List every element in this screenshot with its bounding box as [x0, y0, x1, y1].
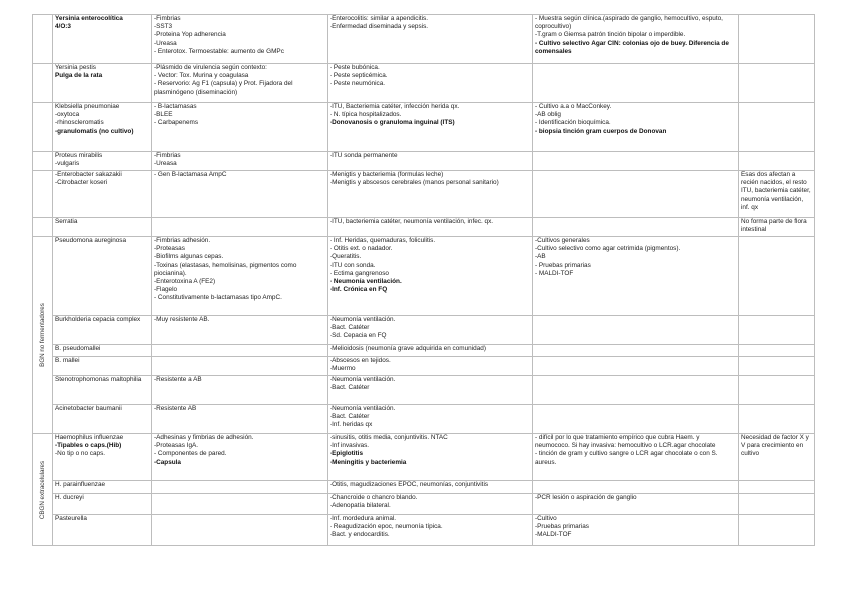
cell-line: Serratia: [55, 218, 78, 225]
virulence-cell: [152, 171, 328, 218]
cell-line: -Inf. mordedura animal.: [330, 515, 397, 522]
cell-line: -Muy resistente AB.: [154, 316, 210, 323]
cell-line: -Bact. Catéter: [330, 413, 370, 421]
cell-line: -Sd. Cepacia en FQ: [330, 332, 387, 340]
cell-line: - Reservorio: Ag F1 (capsula) y Prot. Fijadora del plasminógeno (diseminación): [154, 80, 293, 96]
cell-line: - B-lactamasas: [154, 103, 197, 110]
diagnosis-cell: [533, 103, 739, 152]
virulence-cell: [152, 357, 328, 376]
diagnosis-cell: [533, 152, 739, 171]
diagnosis-cell: [533, 345, 739, 357]
cell-line: -Meningitis y bacteriemia: [330, 458, 407, 466]
cell-line: -ITU, bacteriemia catéter, neumonía ventilación, infec. qx.: [330, 218, 494, 225]
group-cell-empty: [33, 171, 53, 218]
cell-line: -Capsula: [154, 458, 181, 466]
organism-cell: [53, 515, 152, 546]
clinical-cell: [328, 152, 533, 171]
table-row: [33, 515, 815, 546]
virulence-cell: [152, 15, 328, 64]
cell-line: -ITU sonda permanente: [330, 152, 398, 159]
cell-line: Haemophilus influenzae: [55, 434, 124, 441]
table-row: [33, 434, 815, 481]
organism-cell: [53, 64, 152, 103]
virulence-cell: [152, 316, 328, 345]
cell-line: -Cultivo selectivo como agar cetrimida (pigmentos).: [535, 245, 681, 253]
cell-line: -Citrobacter koseri: [55, 179, 108, 187]
diagnosis-cell: [533, 515, 739, 546]
virulence-cell: [152, 64, 328, 103]
virulence-cell: [152, 376, 328, 405]
diagnosis-cell: [533, 316, 739, 345]
cell-line: Esas dos afectan a recién nacidos, el resto ITU, bacteriemia catéter, neumonía ventilación, inf. qx: [741, 171, 811, 211]
notes-cell: [739, 152, 815, 171]
cell-line: -Fimbrias adhesión.: [154, 237, 211, 244]
cell-line: -Adhesinas y fimbrias de adhesión.: [154, 434, 254, 441]
cell-line: -Menigtis y abscesos cerebrales (manos personal sanitario): [330, 179, 499, 187]
cell-line: - difícil por lo que tratamiento empírico que cubra Haem. y neumococo. Si hay invasiva: hemocultivo o LCR.agar chocolate: [535, 434, 716, 450]
cell-line: -Abscesos en tejidos.: [330, 357, 391, 364]
table-row: [33, 345, 815, 357]
cell-line: - Cultivo selectivo Agar CIN: colonias ojo de buey. Diferencia de comensales: [535, 39, 729, 55]
notes-cell: [739, 64, 815, 103]
virulence-cell: [152, 218, 328, 237]
group-cell-empty: [33, 152, 53, 171]
cell-line: - Neumonía ventilación.: [330, 278, 402, 286]
cell-line: - MALDI-TOF: [535, 269, 574, 277]
cell-line: Acinetobacter baumanii: [55, 405, 122, 412]
organism-cell: [53, 434, 152, 481]
notes-cell: [739, 515, 815, 546]
cell-line: - Componentes de pared.: [154, 450, 227, 458]
clinical-cell: [328, 434, 533, 481]
clinical-cell: [328, 357, 533, 376]
cell-line: -Proteasas: [154, 245, 185, 253]
virulence-cell: [152, 345, 328, 357]
cell-line: -Neumonía ventilación.: [330, 405, 396, 412]
table-row: [33, 481, 815, 494]
cell-line: Proteus mirabilis: [55, 152, 103, 159]
cell-line: -Fimbrias: [154, 15, 181, 22]
cell-line: - Otitis ext. o nadador.: [330, 245, 393, 253]
cell-line: -Epiglotitis: [330, 450, 364, 458]
notes-cell: [739, 434, 815, 481]
notes-cell: [739, 357, 815, 376]
cell-line: -sinusitis, otitis media, conjuntivitis. NTAC: [330, 434, 448, 441]
clinical-cell: [328, 237, 533, 316]
cell-line: -Tipables o caps.(Hib): [55, 442, 122, 450]
clinical-cell: [328, 218, 533, 237]
cell-line: - tinción de gram y cultivo sangre o LCR agar chocolate o con S. aureus.: [535, 450, 718, 466]
clinical-cell: [328, 15, 533, 64]
table-row: [33, 103, 815, 152]
cell-line: - Peste neumónica.: [330, 80, 386, 88]
cell-line: - Constitutivamente b-lactamasas tipo AmpC.: [154, 294, 282, 302]
cell-line: - Pruebas primarias: [535, 261, 591, 269]
diagnosis-cell: [533, 481, 739, 494]
organism-cell: [53, 237, 152, 316]
cell-line: -ITU con sonda.: [330, 261, 376, 269]
notes-cell: [739, 345, 815, 357]
cell-line: Stenotrophomonas maltophilia: [55, 376, 142, 383]
cell-line: -Neumonía ventilación.: [330, 376, 396, 383]
virulence-cell: [152, 494, 328, 515]
clinical-cell: [328, 171, 533, 218]
cell-line: -Bact. Catéter: [330, 324, 370, 332]
notes-cell: [739, 405, 815, 434]
table-row: [33, 316, 815, 345]
cell-line: -AB oblig: [535, 111, 561, 119]
cell-line: -Menigtis y bacteriemia (formulas leche): [330, 171, 444, 178]
notes-cell: [739, 103, 815, 152]
cell-line: -Biofilms algunas cepas.: [154, 253, 224, 261]
diagnosis-cell: [533, 434, 739, 481]
organism-cell: [53, 316, 152, 345]
virulence-cell: [152, 152, 328, 171]
cell-line: -ITU, Bacteriemia catéter, infección herida qx.: [330, 103, 460, 110]
cell-line: -Proteasas IgA.: [154, 442, 199, 450]
cell-line: Yersinia enterocolítica: [55, 15, 123, 22]
cell-line: -Ureasa: [154, 39, 177, 47]
table-row: [33, 171, 815, 218]
notes-cell: [739, 171, 815, 218]
cell-line: -oxytoca: [55, 111, 80, 119]
cell-line: - Identificación bioquímica.: [535, 119, 611, 127]
organism-cell: [53, 171, 152, 218]
virulence-cell: [152, 481, 328, 494]
organism-cell: [53, 357, 152, 376]
cell-line: - Peste septicémica.: [330, 72, 388, 80]
table-body: [33, 15, 815, 546]
virulence-cell: [152, 103, 328, 152]
cell-line: -Proteina Yop adherencia: [154, 31, 226, 39]
cell-line: -AB: [535, 253, 546, 261]
clinical-cell: [328, 515, 533, 546]
organism-cell: [53, 152, 152, 171]
cell-line: -Ureasa: [154, 160, 177, 168]
group-cell-empty: [33, 103, 53, 152]
notes-cell: [739, 316, 815, 345]
cell-line: Pseudomona aureginosa: [55, 237, 127, 244]
cell-line: Yersinia pestis: [55, 64, 96, 71]
cell-line: -Inf invasivas.: [330, 442, 370, 450]
diagnosis-cell: [533, 237, 739, 316]
table-row: [33, 15, 815, 64]
cell-line: 4/O:3: [55, 23, 71, 31]
cell-line: B. pseudomallei: [55, 345, 101, 352]
cell-line: -Bact. Catéter: [330, 384, 370, 392]
table-row: [33, 152, 815, 171]
cell-line: - Inf. Heridas, quemaduras, foliculitis.: [330, 237, 436, 244]
cell-line: Pasteurella: [55, 515, 87, 522]
organism-cell: [53, 376, 152, 405]
cell-line: - Muestra según clínica.(aspirado de ganglio, hemocultivo, esputo, coprocultivo): [535, 15, 723, 31]
cell-line: -Plásmido de virulencia según contexto:: [154, 64, 267, 71]
cell-line: -Enterobacter sakazakii: [55, 171, 122, 178]
notes-cell: [739, 15, 815, 64]
cell-line: -granulomatis (no cultivo): [55, 127, 134, 135]
diagnosis-cell: [533, 15, 739, 64]
cell-line: -Fimbrias: [154, 152, 181, 159]
cell-line: -Inf. Crónica en FQ: [330, 286, 388, 294]
cell-line: -Melioidosis (neumonía grave adquirida en comunidad): [330, 345, 486, 352]
cell-line: H. parainfluenzae: [55, 481, 106, 488]
diagnosis-cell: [533, 405, 739, 434]
cell-line: B. mallei: [55, 357, 80, 364]
cell-line: -vulgaris: [55, 160, 80, 168]
cell-line: - biopsia tinción gram cuerpos de Donovan: [535, 127, 667, 135]
cell-line: Burkholderia cepacia complex: [55, 316, 141, 323]
cell-line: -Neumonía ventilación.: [330, 316, 396, 323]
cell-line: Klebsiella pneumoniae: [55, 103, 120, 110]
diagnosis-cell: [533, 494, 739, 515]
cell-line: -T.gram o Giemsa patrón tinción bipolar o imperdible.: [535, 31, 686, 39]
cell-line: No forma parte de flora intestinal: [741, 218, 807, 234]
diagnosis-cell: [533, 64, 739, 103]
cell-line: - Ectima gangrenoso: [330, 269, 389, 277]
cell-line: -Enfermedad diseminada y sepsis.: [330, 23, 429, 31]
cell-line: -Enterocolitis: similar a apendicitis.: [330, 15, 429, 22]
group-cell-empty: [33, 15, 53, 64]
cell-line: -Muermo: [330, 365, 356, 373]
virulence-cell: [152, 405, 328, 434]
microbiology-table: [32, 14, 815, 546]
cell-line: -Inf. heridas qx: [330, 421, 373, 429]
cell-line: -MALDI-TOF: [535, 531, 572, 539]
table-row: [33, 376, 815, 405]
cell-line: -Queratitis.: [330, 253, 362, 261]
cell-line: Pulga de la rata: [55, 72, 103, 80]
cell-line: -Resistente a AB: [154, 376, 202, 383]
group-label-text: CBGN extracelulares: [38, 460, 46, 519]
cell-line: -Cultivos generales: [535, 237, 590, 244]
clinical-cell: [328, 481, 533, 494]
clinical-cell: [328, 64, 533, 103]
table-row: [33, 237, 815, 316]
cell-line: -Enterotoxina A (FE2): [154, 278, 216, 286]
virulence-cell: [152, 515, 328, 546]
table-row: [33, 64, 815, 103]
notes-cell: [739, 494, 815, 515]
organism-cell: [53, 218, 152, 237]
clinical-cell: [328, 103, 533, 152]
cell-line: -Otitis, magudizaciones EPOC, neumonías, conjuntivitis: [330, 481, 489, 488]
cell-line: -Toxinas (elastasas, hemolisinas, pigmentos como piocianina).: [154, 261, 297, 277]
cell-line: -Donovanosis o granuloma inguinal (ITS): [330, 119, 455, 127]
diagnosis-cell: [533, 376, 739, 405]
table-row: [33, 218, 815, 237]
cell-line: -rhinoscleromatis: [55, 119, 104, 127]
notes-cell: [739, 218, 815, 237]
notes-cell: [739, 481, 815, 494]
cell-line: - Enterotox. Termoestable: aumento de GMPc: [154, 47, 284, 55]
diagnosis-cell: [533, 171, 739, 218]
diagnosis-cell: [533, 218, 739, 237]
cell-line: - Carbapenems: [154, 119, 199, 127]
table-row: [33, 405, 815, 434]
cell-line: -BLEE: [154, 111, 173, 119]
virulence-cell: [152, 237, 328, 316]
cell-line: Necesidad de factor X y V para crecimiento en cultivo: [741, 434, 809, 458]
diagnosis-cell: [533, 357, 739, 376]
cell-line: -Flagelo: [154, 286, 178, 294]
group-label-bgn: [33, 237, 53, 434]
cell-line: -Adenopatía bilateral.: [330, 502, 391, 510]
organism-cell: [53, 15, 152, 64]
cell-line: -PCR lesión o aspiración de ganglio: [535, 494, 637, 501]
notes-cell: [739, 237, 815, 316]
group-cell-empty: [33, 64, 53, 103]
group-label-text: BGN no fermentadores: [38, 303, 46, 367]
virulence-cell: [152, 434, 328, 481]
cell-line: - N. típica hospitalizados.: [330, 111, 402, 119]
cell-line: - Gen B-lactamasa AmpC: [154, 171, 227, 178]
cell-line: -Cultivo: [535, 515, 557, 522]
organism-cell: [53, 481, 152, 494]
table-row: [33, 357, 815, 376]
cell-line: -Chancroide o chancro blando.: [330, 494, 418, 501]
cell-line: -Bact. y endocarditis.: [330, 531, 390, 539]
cell-line: - Vector: Tox. Murina y coagulasa: [154, 72, 249, 80]
group-label-cbgn: [33, 434, 53, 546]
organism-cell: [53, 103, 152, 152]
cell-line: -Pruebas primarias: [535, 523, 589, 531]
organism-cell: [53, 494, 152, 515]
table-row: [33, 494, 815, 515]
cell-line: -No tip o no caps.: [55, 450, 106, 458]
clinical-cell: [328, 405, 533, 434]
cell-line: - Peste bubónica.: [330, 64, 380, 71]
clinical-cell: [328, 316, 533, 345]
cell-line: - Cultivo a.a o MacConkey.: [535, 103, 612, 110]
clinical-cell: [328, 345, 533, 357]
group-cell-empty: [33, 218, 53, 237]
cell-line: -SST3: [154, 23, 173, 31]
clinical-cell: [328, 376, 533, 405]
organism-cell: [53, 405, 152, 434]
clinical-cell: [328, 494, 533, 515]
cell-line: -Resistente AB: [154, 405, 197, 412]
notes-cell: [739, 376, 815, 405]
cell-line: - Reagudización epoc, neumonía típica.: [330, 523, 443, 531]
cell-line: H. ducreyi: [55, 494, 84, 501]
organism-cell: [53, 345, 152, 357]
